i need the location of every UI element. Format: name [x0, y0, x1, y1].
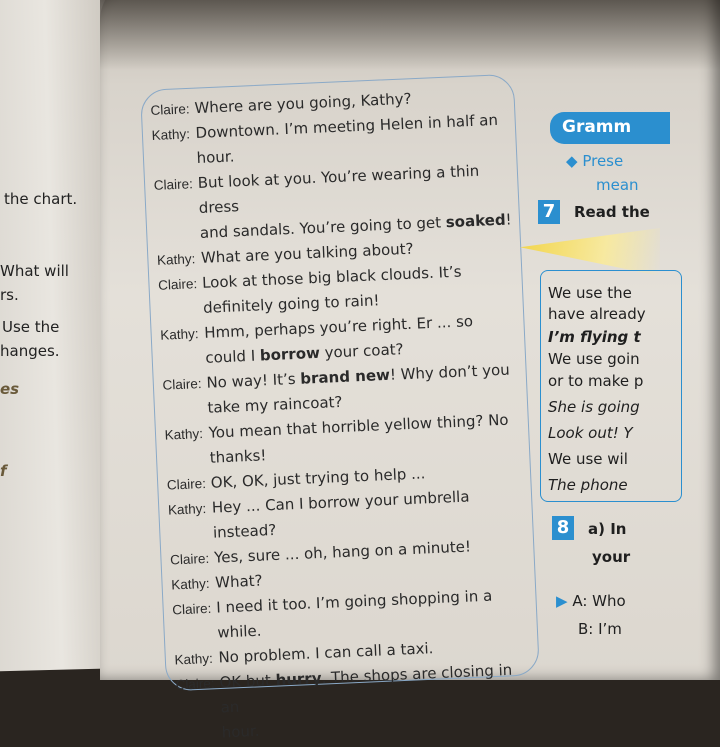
bold-word: soaked [445, 210, 506, 232]
dialogue-text: definitely going to rain! [202, 291, 380, 317]
speaker-label [155, 221, 200, 248]
dialogue-text: take my raincoat? [207, 392, 343, 417]
dialogue-text: hour. [196, 147, 235, 168]
answer-a-text: A: Who [572, 592, 626, 610]
speaker-label: Kathy: [170, 575, 210, 593]
speaker-label: Claire: [175, 675, 215, 693]
speaker-label [177, 720, 222, 747]
left-fragment: es [0, 380, 20, 398]
dialogue-text: OK but hurry. The shops are closing in an [219, 660, 513, 717]
speaker-label: Kathy: [156, 251, 196, 268]
rule-line: have already [548, 305, 646, 323]
dialogue-text: hour. [221, 721, 260, 742]
grammar-header: Gramm [550, 112, 670, 144]
dialogue-text: But look at you. You’re wearing a thin dress [197, 161, 480, 217]
dialogue-text: Downtown. I’m meeting Helen in half an [195, 110, 499, 143]
left-fragment: f [0, 462, 7, 480]
dialogue-text: and sandals. You’re going to get soaked! [199, 210, 512, 242]
exercise-7-instruction: Read the [574, 203, 650, 221]
speaker-label: Kathy: [160, 326, 199, 343]
answer-a [556, 592, 626, 610]
dialogue-text: Yes, sure ... oh, hang on a minute! [213, 537, 472, 567]
diamond-icon: ◆ [566, 152, 578, 170]
left-fragment: rs. [0, 286, 19, 304]
speaker-label [165, 446, 210, 473]
play-arrow-icon: ▶ [556, 592, 568, 610]
speaker-label [159, 296, 204, 323]
speaker-label: Claire: [166, 475, 207, 493]
dialogue-text: No way! It’s brand new! Why don’t you [206, 360, 511, 392]
speaker-label: Kathy: [164, 426, 204, 443]
speaker-label: Claire: [150, 101, 190, 118]
dialogue-text: Look at those big black clouds. It’s [201, 262, 462, 292]
shadow [100, 0, 720, 70]
left-fragment: the chart. [4, 190, 78, 208]
left-fragment: What will [0, 262, 69, 280]
dialogue [150, 82, 538, 747]
bullet-text: Prese [582, 152, 624, 170]
dialogue-text: OK, OK, just trying to help ... [210, 464, 426, 492]
speaker-label: Claire: [162, 376, 202, 393]
dialogue-text: No problem. I can call a taxi. [218, 639, 434, 667]
speaker-label [161, 346, 206, 373]
speaker-label [163, 396, 208, 423]
bold-word: brand new [299, 365, 391, 388]
left-fragment: Use the [2, 318, 60, 336]
speaker-label: Claire: [157, 276, 198, 293]
answer-b: B: I’m [578, 620, 622, 638]
speaker-label: Kathy: [151, 126, 191, 143]
bullet-text-2: mean [596, 176, 639, 194]
dialogue-text: thanks! [209, 446, 267, 467]
dialogue-text: I need it too. I’m going shopping in a while. [215, 586, 493, 642]
speaker-label [152, 146, 197, 173]
rule-line: The phone [548, 476, 628, 494]
speaker-label: Claire: [172, 600, 212, 618]
rule-line: She is going [548, 398, 640, 416]
rule-line: We use wil [548, 450, 628, 468]
dialogue-text: You mean that horrible yellow thing? No [208, 410, 509, 442]
bold-word: hurry [275, 669, 322, 690]
exercise-8-your: your [592, 548, 631, 566]
dialogue-text: What are you talking about? [200, 239, 414, 267]
rule-line: or to make p [548, 372, 644, 390]
exercise-7-number: 7 [538, 200, 560, 224]
dialogue-text: could I borrow your coat? [204, 340, 404, 367]
dialogue-text: Where are you going, Kathy? [194, 89, 412, 118]
dialogue-text: Hey ... Can I borrow your umbrella instead? [211, 487, 470, 542]
rule-line: We use goin [548, 350, 640, 368]
dialogue-text: Hmm, perhaps you’re right. Er ... so [203, 312, 474, 342]
speaker-label: Claire: [153, 176, 194, 193]
speaker-label: Claire: [169, 550, 210, 568]
bold-word: borrow [259, 343, 321, 365]
left-fragment: hanges. [0, 342, 60, 360]
rule-line: I’m flying t [548, 328, 641, 346]
exercise-8-a: a) In [588, 520, 627, 538]
rule-line: Look out! Y [548, 424, 633, 442]
grammar-bullet [566, 152, 623, 170]
speaker-label: Kathy: [174, 650, 214, 668]
dialogue-text: What? [214, 571, 263, 592]
rule-line: We use the [548, 284, 632, 302]
exercise-8-number: 8 [552, 516, 574, 540]
speaker-label: Kathy: [167, 500, 207, 518]
